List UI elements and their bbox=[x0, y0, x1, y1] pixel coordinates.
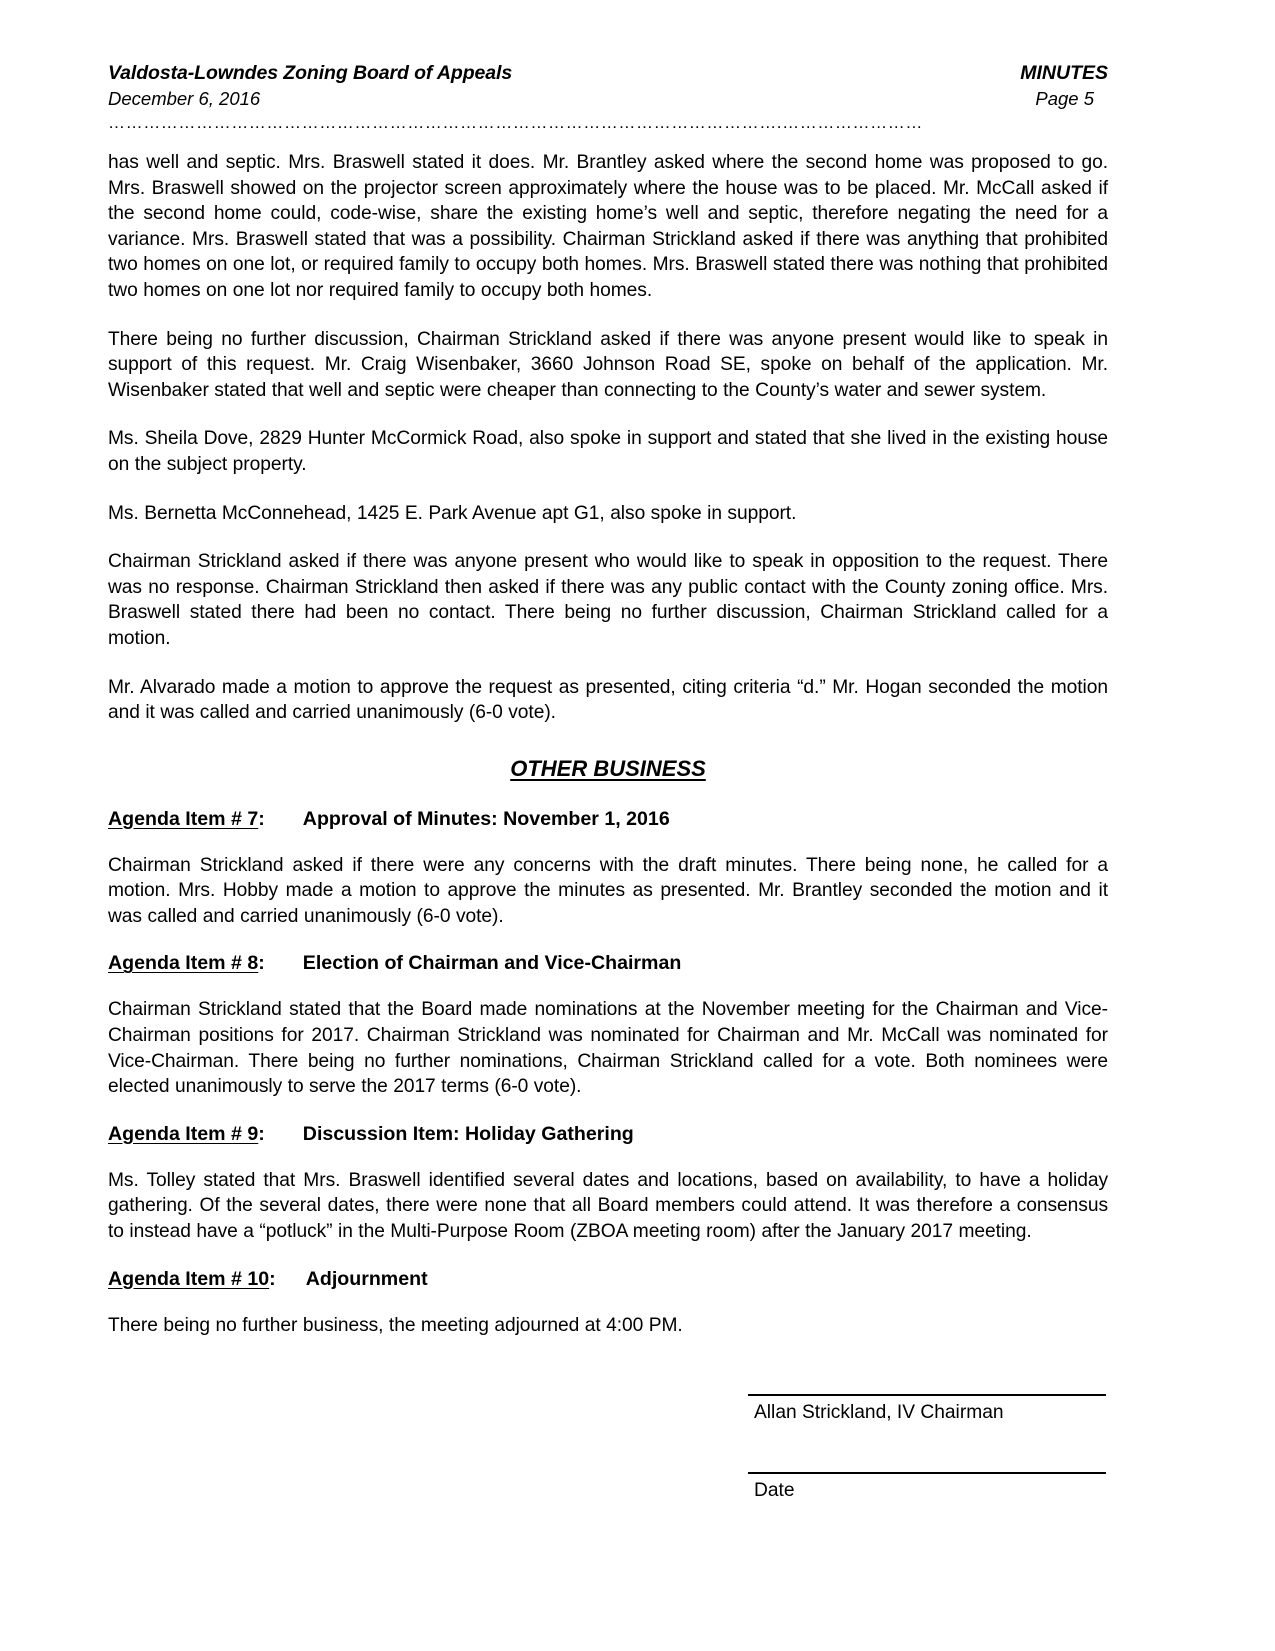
agenda-item-10-colon: : bbox=[269, 1267, 276, 1290]
agenda-item-7-paragraph: Chairman Strickland asked if there were any concerns with the draft minutes. There being none, he called for a motion. Mrs. Hobby made a motion to approve the minutes as presented. Mr. Brantley seconded the motion and it was called and carried unanimously (6-0 vote). bbox=[108, 854, 1108, 927]
agenda-item-9-title: Discussion Item: Holiday Gathering bbox=[302, 1122, 634, 1145]
page-content bbox=[108, 62, 1108, 1502]
document-type-label: MINUTES bbox=[1020, 62, 1108, 84]
section-title-text: OTHER BUSINESS bbox=[510, 755, 706, 781]
agenda-item-10-title: Adjournment bbox=[305, 1267, 428, 1290]
chairman-signature-line bbox=[748, 1394, 1106, 1396]
agenda-item-10-label: Agenda Item # 10 bbox=[108, 1267, 270, 1290]
paragraph-continuation: has well and septic. Mrs. Braswell stated it does. Mr. Brantley asked where the second home was proposed to go. Mrs. Braswell showed on the projector screen approximately where the house was to be placed. Mr. McCall asked if the second home could, code-wise, share the existing home’s well and septic, therefore negating the need for a variance. Mrs. Braswell stated that was a possibility. Chairman Strickland asked if there was anything that prohibited two homes on one lot, or required family to occupy both homes. Mrs. Braswell stated there was nothing that prohibited two homes on one lot nor required family to occupy both homes. bbox=[108, 152, 1108, 301]
organization-title: Valdosta-Lowndes Zoning Board of Appeals bbox=[108, 62, 513, 84]
meeting-date: December 6, 2016 bbox=[108, 88, 261, 109]
paragraph-motion-alvarado: Mr. Alvarado made a motion to approve the request as presented, citing criteria “d.” Mr. Hogan seconded the motion and it was called and carried unanimously (6-0 vote). bbox=[108, 676, 1108, 724]
agenda-item-8-paragraph: Chairman Strickland stated that the Board made nominations at the November meeting for the Chairman and Vice-Chairman positions for 2017. Chairman Strickland was nominated for Chairman and Mr. McCall was nominated for Vice-Chairman. There being no further nominations, Chairman Strickland called for a vote. Both nominees were elected unanimously to serve the 2017 terms (6-0 vote). bbox=[108, 999, 1108, 1098]
header-row-bottom bbox=[108, 88, 1108, 110]
date-signature-line bbox=[748, 1472, 1106, 1474]
agenda-item-7-title: Approval of Minutes: November 1, 2016 bbox=[302, 807, 670, 830]
signature-block bbox=[748, 1394, 1108, 1502]
agenda-item-7-heading bbox=[108, 808, 1108, 831]
agenda-item-8-label: Agenda Item # 8 bbox=[108, 952, 259, 975]
agenda-item-7-label: Agenda Item # 7 bbox=[108, 807, 259, 830]
paragraph-bernetta-mcconnehead: Ms. Bernetta McConnehead, 1425 E. Park Avenue apt G1, also spoke in support. bbox=[108, 502, 797, 524]
chairman-signature-caption: Allan Strickland, IV Chairman bbox=[754, 1402, 1004, 1424]
agenda-item-8-title: Election of Chairman and Vice-Chairman bbox=[302, 952, 682, 975]
agenda-item-9-paragraph: Ms. Tolley stated that Mrs. Braswell identified several dates and locations, based on availability, to have a holiday gathering. Of the several dates, there were none that all Board members could attend. It was therefore a consensus to instead have a “potluck” in the Multi-Purpose Room (ZBOA meeting room) after the January 2017 meeting. bbox=[108, 1169, 1108, 1243]
paragraph-opposition: Chairman Strickland asked if there was anyone present who would like to speak in opposition to the request. There was no response. Chairman Strickland then asked if there was any public contact with the County zoning office. Mrs. Braswell stated there had been no contact. There being no further discussion, Chairman Strickland called for a motion. bbox=[108, 551, 1108, 649]
page-number: Page 5 bbox=[1035, 88, 1094, 109]
agenda-item-8-colon: : bbox=[258, 952, 265, 975]
agenda-item-9-colon: : bbox=[258, 1122, 265, 1145]
agenda-item-7-colon: : bbox=[258, 807, 265, 830]
dotted-divider: …………………………………………………………………………………………………….…………………… bbox=[108, 117, 923, 129]
agenda-item-8-heading bbox=[108, 952, 1108, 975]
agenda-item-9-heading bbox=[108, 1123, 1108, 1146]
agenda-item-10-paragraph: There being no further business, the meeting adjourned at 4:00 PM. bbox=[108, 1314, 683, 1336]
agenda-item-9-label: Agenda Item # 9 bbox=[108, 1122, 259, 1145]
document-header bbox=[108, 62, 1108, 129]
date-signature-caption: Date bbox=[754, 1480, 795, 1502]
header-row-top bbox=[108, 62, 1108, 85]
section-title-other-business bbox=[108, 756, 1108, 782]
paragraph-support-speakers: There being no further discussion, Chairman Strickland asked if there was anyone present would like to speak in support of this request. Mr. Craig Wisenbaker, 3660 Johnson Road SE, spoke on behalf of the application. Mr. Wisenbaker stated that well and septic were cheaper than connecting to the County’s water and sewer system. bbox=[108, 328, 1108, 401]
agenda-item-10-heading bbox=[108, 1268, 1108, 1291]
paragraph-sheila-dove: Ms. Sheila Dove, 2829 Hunter McCormick Road, also spoke in support and stated that she lived in the existing house on the subject property. bbox=[108, 428, 1108, 475]
